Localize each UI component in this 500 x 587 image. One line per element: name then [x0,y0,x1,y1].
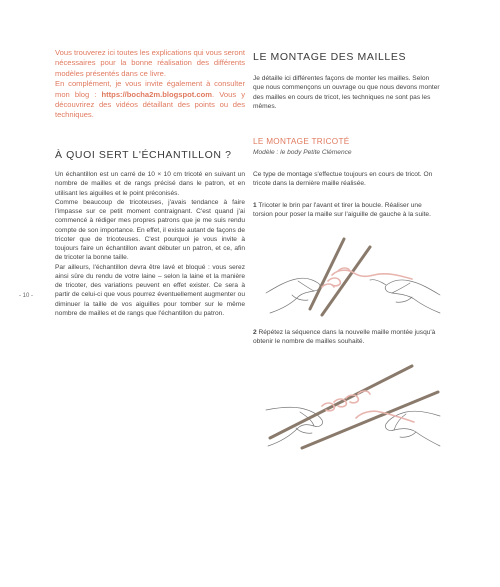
step-1-number: 1 [253,202,257,209]
step-1 [253,201,441,220]
step-1-text: Tricoter le brin par l'avant et tirer la boucle. Réaliser une torsion pour poser la maille sur l'aiguille de gauche à la suite. [253,202,431,219]
echantillon-paragraph-2: Comme beaucoup de tricoteuses, j'avais tendance à faire l'impasse sur ce petit moment contraignant. C'est quand j'ai commencé à rédiger mes propres patrons que je me suis rendu compte de son importance. En effet, il existe autant de façons de tricoter que de tricoteuses. C'est pourquoi je vous invite à toujours faire un échantillon avant débuter un patron, et ce, afin de tricoter la bonne taille. [55,198,245,262]
echantillon-paragraph-3: Par ailleurs, l'échantillon devra être lavé et bloqué : vous serez ainsi sûre du rendu de votre laine – selon la laine et la manière de tricoter, des variations peuvent en effet exister. Ce sera à partir de celui-ci que vous pourrez éventuellement augmenter ou diminuer la taille de vos aiguilles pour tomber sur le même nombre de mailles et de rangs que l'échantillon du patron. [55,263,245,317]
step-intro: Ce type de montage s'effectue toujours en cours de tricot. On tricote dans la dernière maille réalisée. [253,171,433,188]
illustration-step-2 [262,362,442,452]
subheading-montage-tricote: LE MONTAGE TRICOTÉ [253,137,350,146]
page-number: - 10 - [19,293,34,299]
step-2-text: Répétez la séquence dans la nouvelle maille montée jusqu'à obtenir le nombre de mailles souhaité. [253,329,436,346]
montage-intro: Je détaille ici différentes façons de monter les mailles. Selon que nous commençons un ouvrage ou que nous devons monter des mailles en cours de tricot, les techniques ne sont pas les mêmes. [253,75,440,111]
intro-text-before-link: En complément, je vous invite également à consulter mon blog : [55,79,245,99]
illustration-step-1 [262,235,442,317]
intro-text [55,48,245,121]
section-heading-echantillon: À QUOI SERT L'ÉCHANTILLON ? [55,149,232,161]
echantillon-paragraph-1: Un échantillon est un carré de 10 × 10 cm tricoté en suivant un nombre de mailles et de rangs précisé dans le patron, et en utilisant les aiguilles et le point préconisés. [55,171,245,197]
blog-link[interactable]: https://bocha2m.blogspot.com [101,89,213,99]
intro-paragraph-1: Vous trouverez ici toutes les explications qui vous seront nécessaires pour la bonne réalisation des différents modèles présentés dans ce livre. [55,48,245,78]
step-2 [253,328,441,347]
section-heading-montage: LE MONTAGE DES MAILLES [253,51,407,63]
echantillon-body [55,170,245,318]
intro-paragraph-2 [55,79,245,121]
model-reference: Modèle : le body Petite Clémence [253,149,352,156]
intro-text-after-link: . Vous y découvrirez des vidéos détaillant des points ou des techniques. [55,89,245,120]
step-2-number: 2 [253,329,257,336]
